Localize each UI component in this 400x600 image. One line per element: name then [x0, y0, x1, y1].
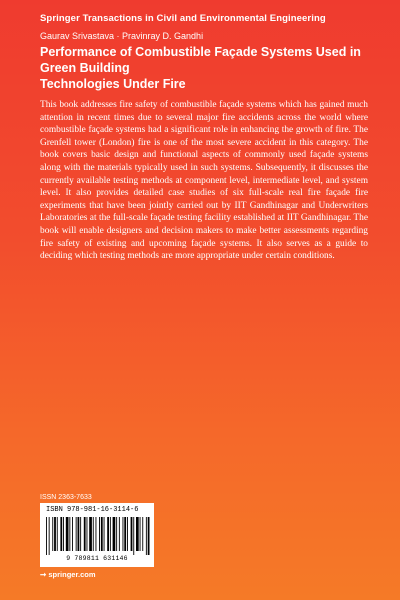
issn: ISSN 2363-7633 — [40, 494, 92, 501]
publisher-website-link[interactable]: springer.com — [48, 570, 96, 579]
barcode-box — [40, 503, 154, 567]
book-title — [40, 44, 370, 92]
book-title-line-2: Technologies Under Fire — [40, 77, 186, 91]
arrow-right-icon: ➞ — [40, 570, 47, 579]
book-description: This book addresses fire safety of combustible façade systems which has gained much attention in recent times due to several major fire accidents across the world where combustible façade systems had a significant role in enhancing the growth of fire. The Grenfell tower (London) fire is one of the most severe accident in this category. The book covers basic design and functional aspects of commonly used façade systems along with the materials typically used in such systems. Subsequently, it discusses the currently available testing methods at component level, intermediate level, and system level. It also provides detailed case studies of six full-scale real fire façade fire experiments that have been jointly carried out by IIT Gandhinagar and Underwriters Laboratories at the full-scale façade testing facility established at IIT Gandhinagar. The book will enable designers and decision makers to make better assessments regarding fire safety of existing and upcoming façade systems. It also serves as a guide to deciding which testing methods are more appropriate under certain conditions. — [40, 100, 368, 262]
authors: Gaurav Srivastava · Pravinray D. Gandhi — [40, 31, 204, 41]
isbn: ISBN 978-981-16-3114-6 — [46, 506, 139, 514]
publisher-website — [40, 570, 96, 579]
barcode-digits: 9 789811 631146 — [66, 555, 128, 562]
barcode-image — [44, 517, 150, 555]
series-title: Springer Transactions in Civil and Environmental Engineering — [40, 13, 326, 24]
book-title-line-1: Performance of Combustible Façade Systems Used in Green Building — [40, 45, 361, 75]
